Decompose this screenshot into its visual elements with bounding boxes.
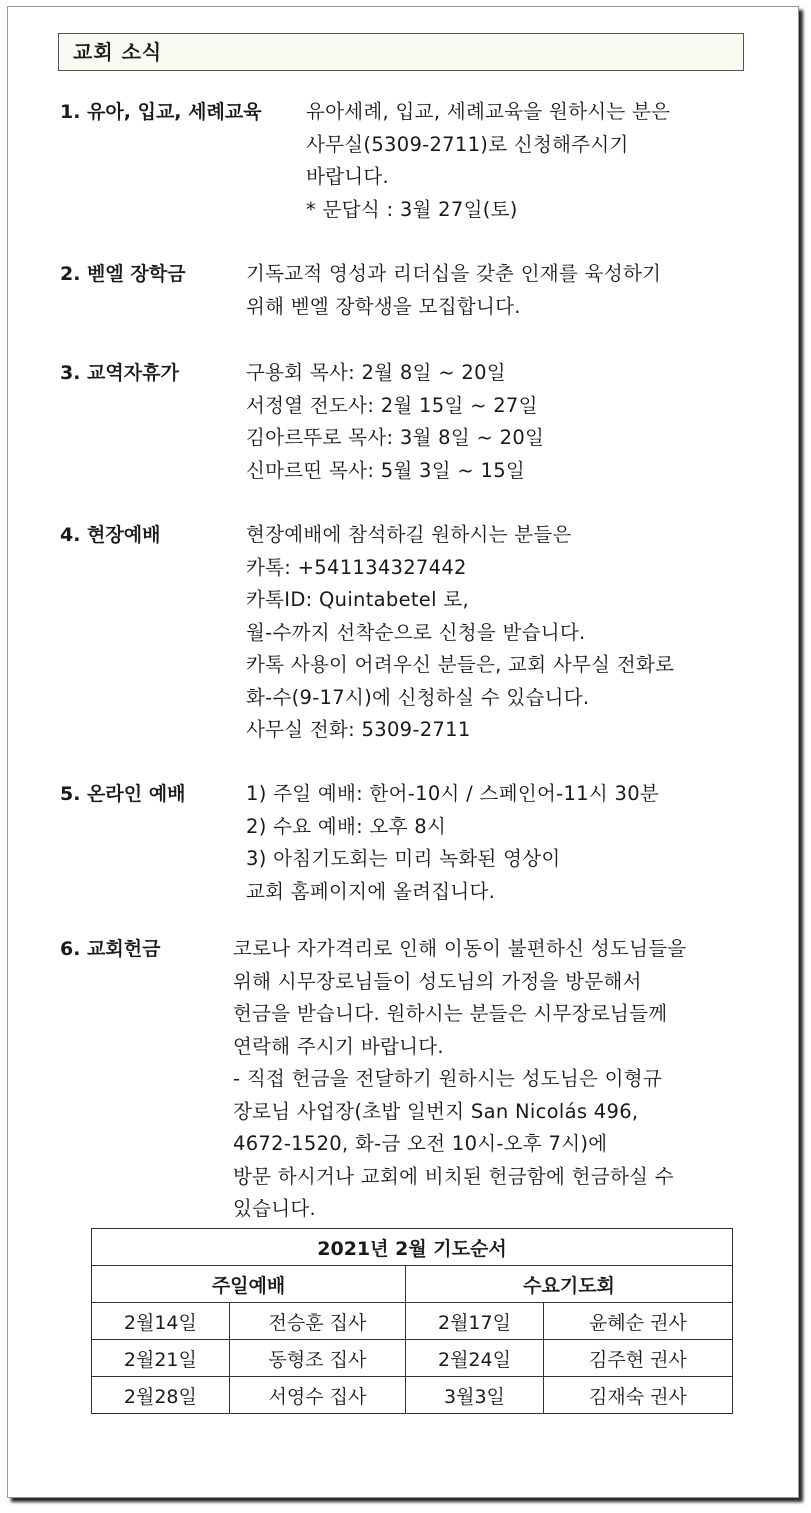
body-line: 유아세례, 입교, 세례교육을 원하시는 분은 [306,100,671,123]
section-heading: 3. 교역자휴가 [60,362,179,384]
table-row [92,1377,733,1414]
section-body [246,519,674,747]
table-row [92,1340,733,1377]
table-row [92,1303,733,1340]
wednesday-date: 2월17일 [406,1303,544,1340]
body-line: 바랍니다. [306,165,390,188]
section-heading: 1. 유아, 입교, 세례교육 [60,101,262,123]
section-body [246,258,661,323]
column-header-wednesday: 수요기도회 [406,1266,733,1303]
body-line: 김아르뚜로 목사: 3월 8일 ~ 20일 [246,426,545,449]
section-heading: 4. 현장예배 [60,524,161,546]
prayer-schedule-table [91,1228,733,1414]
body-line: 방문 하시거나 교회에 비치된 헌금함에 헌금하실 수 [233,1164,674,1188]
sunday-date: 2월14일 [92,1303,230,1340]
wednesday-leader: 김재숙 권사 [543,1377,732,1414]
page-title: 교회 소식 [58,33,744,71]
body-line: 교회 홈페이지에 올려집니다. [246,879,496,903]
body-line: 카톡 사용이 어려우신 분들은, 교회 사무실 전화로 [246,653,675,676]
section-body [306,96,670,226]
body-line: 2) 수요 예배: 오후 8시 [246,814,447,838]
body-line: 서정열 전도사: 2월 15일 ~ 27일 [246,393,538,417]
body-line: 장로님 사업장(초밥 일번지 San Nicolás 496, [233,1099,639,1123]
body-line: * 문답식 : 3월 27일(토) [306,197,518,221]
sunday-leader: 서영수 집사 [229,1377,405,1414]
wednesday-date: 2월24일 [406,1340,544,1377]
wednesday-leader: 윤혜순 권사 [543,1303,732,1340]
body-line: 구용회 목사: 2월 8일 ~ 20일 [246,361,506,384]
body-line: 사무실 전화: 5309-2711 [246,718,471,741]
body-line: 카톡ID: Quintabetel 로, [246,588,469,611]
body-line: 카톡: +541134327442 [246,555,467,579]
section-heading: 2. 벧엘 장학금 [60,263,186,285]
body-line: 현장예배에 참석하길 원하시는 분들은 [246,523,572,546]
body-line: 신마르띤 목사: 5월 3일 ~ 15일 [246,458,526,482]
section-heading: 6. 교회헌금 [60,938,161,960]
body-line: 사무실(5309-2711)로 신청해주시기 [306,132,629,156]
wednesday-leader: 김주현 권사 [543,1340,732,1377]
body-line: 헌금을 받습니다. 원하시는 분들은 시무장로님들께 [233,1002,668,1025]
body-line: - 직접 헌금을 전달하기 원하시는 성도님은 이형규 [233,1067,663,1090]
section-heading: 5. 온라인 예배 [60,783,186,805]
body-line: 4672-1520, 화-금 오전 10시-오후 7시)에 [233,1132,608,1155]
body-line: 월-수까지 선착순으로 신청을 받습니다. [246,620,586,644]
body-line: 3) 아침기도회는 미리 녹화된 영상이 [246,847,561,870]
sunday-date: 2월28일 [92,1377,230,1414]
table-title: 2021년 2월 기도순서 [92,1229,733,1266]
body-line: 위해 시무장로님들이 성도님의 가정을 방문해서 [233,969,642,993]
sunday-date: 2월21일 [92,1340,230,1377]
body-line: 화-수(9-17시)에 신청하실 수 있습니다. [246,685,590,709]
body-line: 기독교적 영성과 리더십을 갖춘 인재를 육성하기 [246,262,662,285]
section-body [246,357,544,487]
body-line: 있습니다. [233,1197,317,1220]
sunday-leader: 전승훈 집사 [229,1303,405,1340]
body-line: 위해 벧엘 장학생을 모집합니다. [246,294,521,318]
sunday-leader: 동형조 집사 [229,1340,405,1377]
column-header-sunday: 주일예배 [92,1266,406,1303]
body-line: 1) 주일 예배: 한어-10시 / 스페인어-11시 30분 [246,782,660,805]
wednesday-date: 3월3일 [406,1377,544,1414]
body-line: 연락해 주시기 바랍니다. [233,1034,444,1058]
body-line: 코로나 자가격리로 인해 이동이 불편하신 성도님들을 [233,937,687,960]
section-body [246,778,659,908]
section-body [233,933,687,1226]
